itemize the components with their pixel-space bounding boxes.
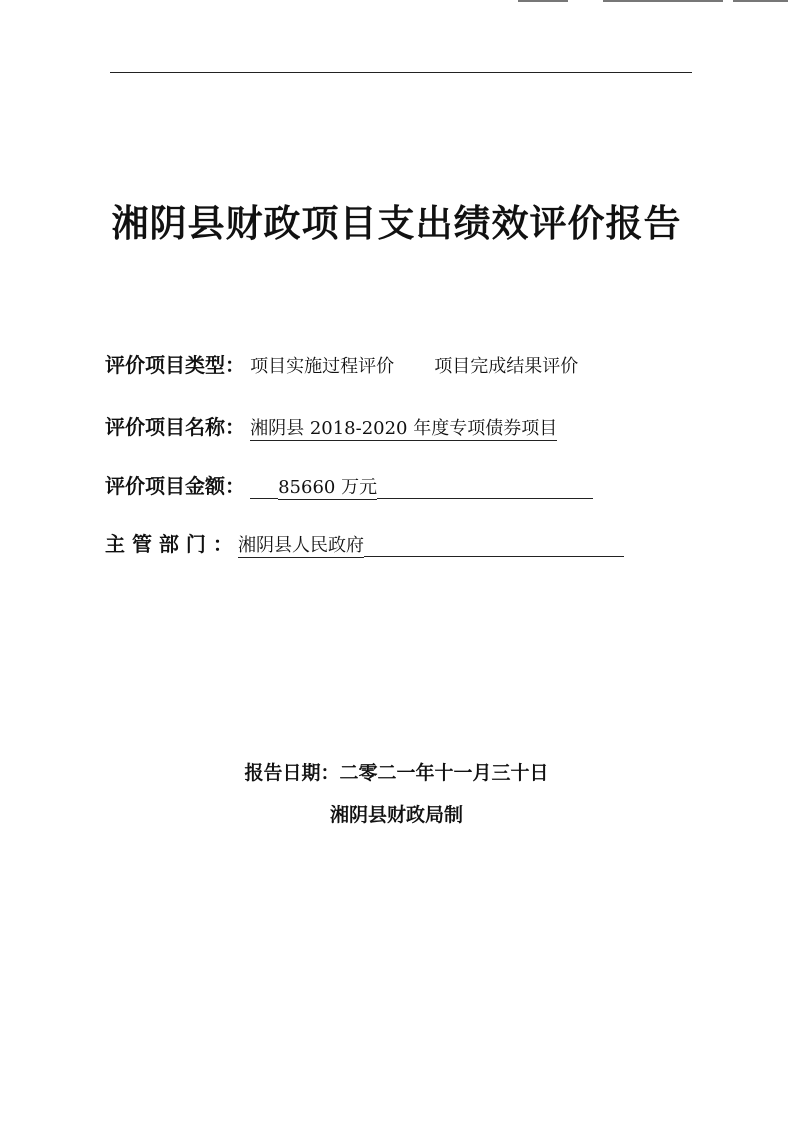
issuer: 湘阴县财政局制: [329, 804, 463, 826]
project-name-label: 评价项目名称：: [105, 415, 245, 439]
project-type-option-process: 项目实施过程评价: [250, 356, 395, 377]
field-project-name: [105, 411, 557, 440]
field-department: [105, 528, 624, 557]
department-value: 湘阴县人民政府: [237, 535, 364, 556]
project-type-option-result: 项目完成结果评价: [434, 356, 579, 377]
project-amount-label: 评价项目金额：: [105, 474, 245, 498]
project-name-value: 湘阴县 2018-2020 年度专项债券项目: [250, 418, 558, 439]
scan-mark: [603, 0, 723, 2]
document-title: 湘阴县财政项目支出绩效评价报告: [111, 202, 682, 245]
top-rule: [110, 72, 692, 73]
department-label: 主 管 部 门 ：: [105, 532, 233, 556]
scan-mark: [518, 0, 568, 2]
project-amount-value: 85660 万元: [278, 477, 378, 498]
scan-mark: [733, 0, 788, 2]
report-date: 报告日期：二零二一年十一月三十日: [244, 762, 549, 784]
field-project-type: [105, 349, 578, 378]
project-type-label: 评价项目类型：: [105, 353, 245, 377]
field-project-amount: [105, 470, 593, 499]
